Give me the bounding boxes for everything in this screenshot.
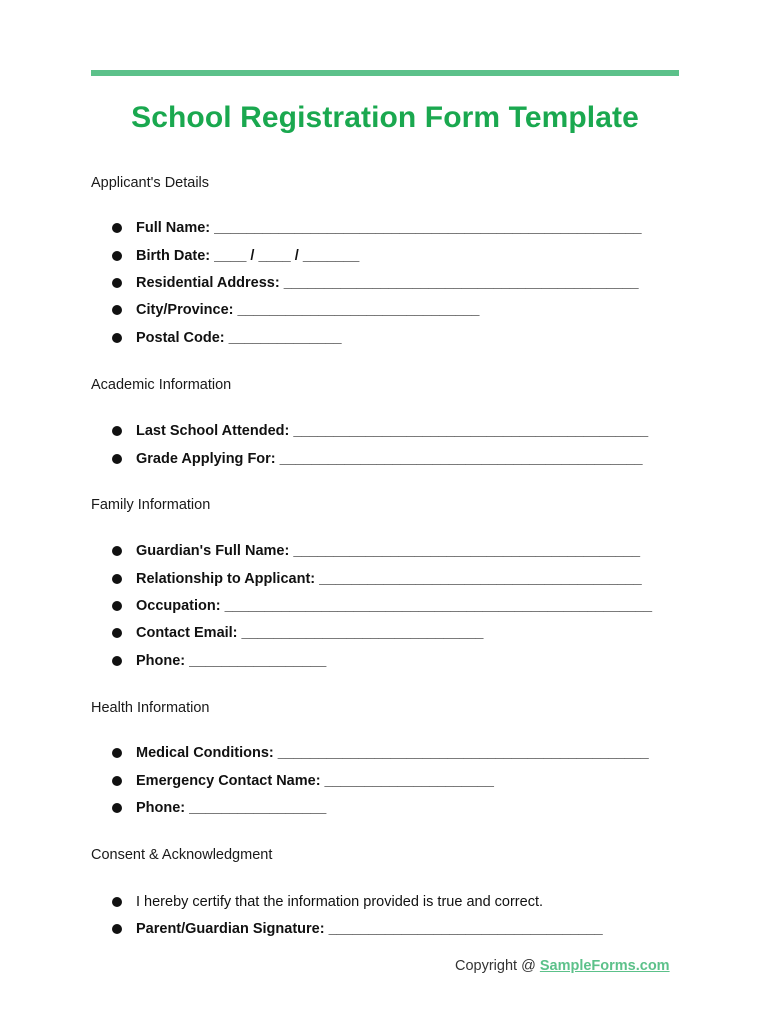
top-accent-bar <box>91 70 679 76</box>
bullet-icon <box>112 223 122 233</box>
bullet-icon <box>112 803 122 813</box>
bullet-icon <box>112 628 122 638</box>
field-last-school[interactable]: Last School Attended: ____________________________________________ <box>136 423 649 439</box>
field-occupation[interactable]: Occupation: _____________________________________________________ <box>136 598 653 614</box>
field-birth-date[interactable]: Birth Date: ____ / ____ / _______ <box>136 248 360 264</box>
section-heading-family: Family Information <box>91 497 211 513</box>
section-heading-applicant: Applicant's Details <box>91 175 210 191</box>
list-item <box>112 571 642 587</box>
bullet-icon <box>112 305 122 315</box>
bullet-icon <box>112 897 122 907</box>
bullet-icon <box>112 748 122 758</box>
list-item <box>112 745 649 761</box>
field-emergency-phone[interactable]: Phone: _________________ <box>136 800 327 816</box>
bullet-icon <box>112 924 122 934</box>
bullet-icon <box>112 454 122 464</box>
list-item <box>112 248 359 264</box>
bullet-icon <box>112 656 122 666</box>
list-item <box>112 800 326 816</box>
field-full-name[interactable]: Full Name: _____________________________________________________ <box>136 220 642 236</box>
list-item <box>112 894 543 910</box>
list-item <box>112 543 640 559</box>
bullet-icon <box>112 251 122 261</box>
field-city-province[interactable]: City/Province: ______________________________ <box>136 302 480 318</box>
footer-copyright <box>455 958 670 974</box>
bullet-icon <box>112 278 122 288</box>
list-item <box>112 773 494 789</box>
field-relationship[interactable]: Relationship to Applicant: ________________________________________ <box>136 571 642 587</box>
field-postal-code[interactable]: Postal Code: ______________ <box>136 330 342 346</box>
field-residential-address[interactable]: Residential Address: ____________________________________________ <box>136 275 639 291</box>
list-item <box>112 598 652 614</box>
field-emergency-contact[interactable]: Emergency Contact Name: _____________________ <box>136 773 494 789</box>
list-item <box>112 423 648 439</box>
list-item <box>112 921 603 937</box>
field-guardian-name[interactable]: Guardian's Full Name: ___________________________________________ <box>136 543 641 559</box>
field-contact-email[interactable]: Contact Email: ______________________________ <box>136 625 484 641</box>
bullet-icon <box>112 333 122 343</box>
list-item <box>112 330 342 346</box>
list-item <box>112 625 483 641</box>
bullet-icon <box>112 574 122 584</box>
bullet-icon <box>112 776 122 786</box>
section-heading-academic: Academic Information <box>91 377 232 393</box>
section-heading-consent: Consent & Acknowledgment <box>91 847 273 863</box>
bullet-icon <box>112 426 122 436</box>
page-title: School Registration Form Template <box>131 101 639 134</box>
list-item <box>112 220 642 236</box>
footer-brand-link[interactable]: SampleForms.com <box>539 958 670 974</box>
list-item <box>112 302 479 318</box>
field-signature[interactable]: Parent/Guardian Signature: __________________________________ <box>136 921 603 937</box>
field-medical-conditions[interactable]: Medical Conditions: ______________________________________________ <box>136 745 649 761</box>
footer-prefix: Copyright @ <box>455 958 540 974</box>
bullet-icon <box>112 546 122 556</box>
bullet-icon <box>112 601 122 611</box>
list-item <box>112 275 639 291</box>
list-item <box>112 653 326 669</box>
field-grade-applying[interactable]: Grade Applying For: _____________________________________________ <box>136 451 643 467</box>
section-heading-health: Health Information <box>91 700 210 716</box>
field-guardian-phone[interactable]: Phone: _________________ <box>136 653 327 669</box>
list-item <box>112 451 643 467</box>
consent-statement: I hereby certify that the information provided is true and correct. <box>136 894 544 910</box>
